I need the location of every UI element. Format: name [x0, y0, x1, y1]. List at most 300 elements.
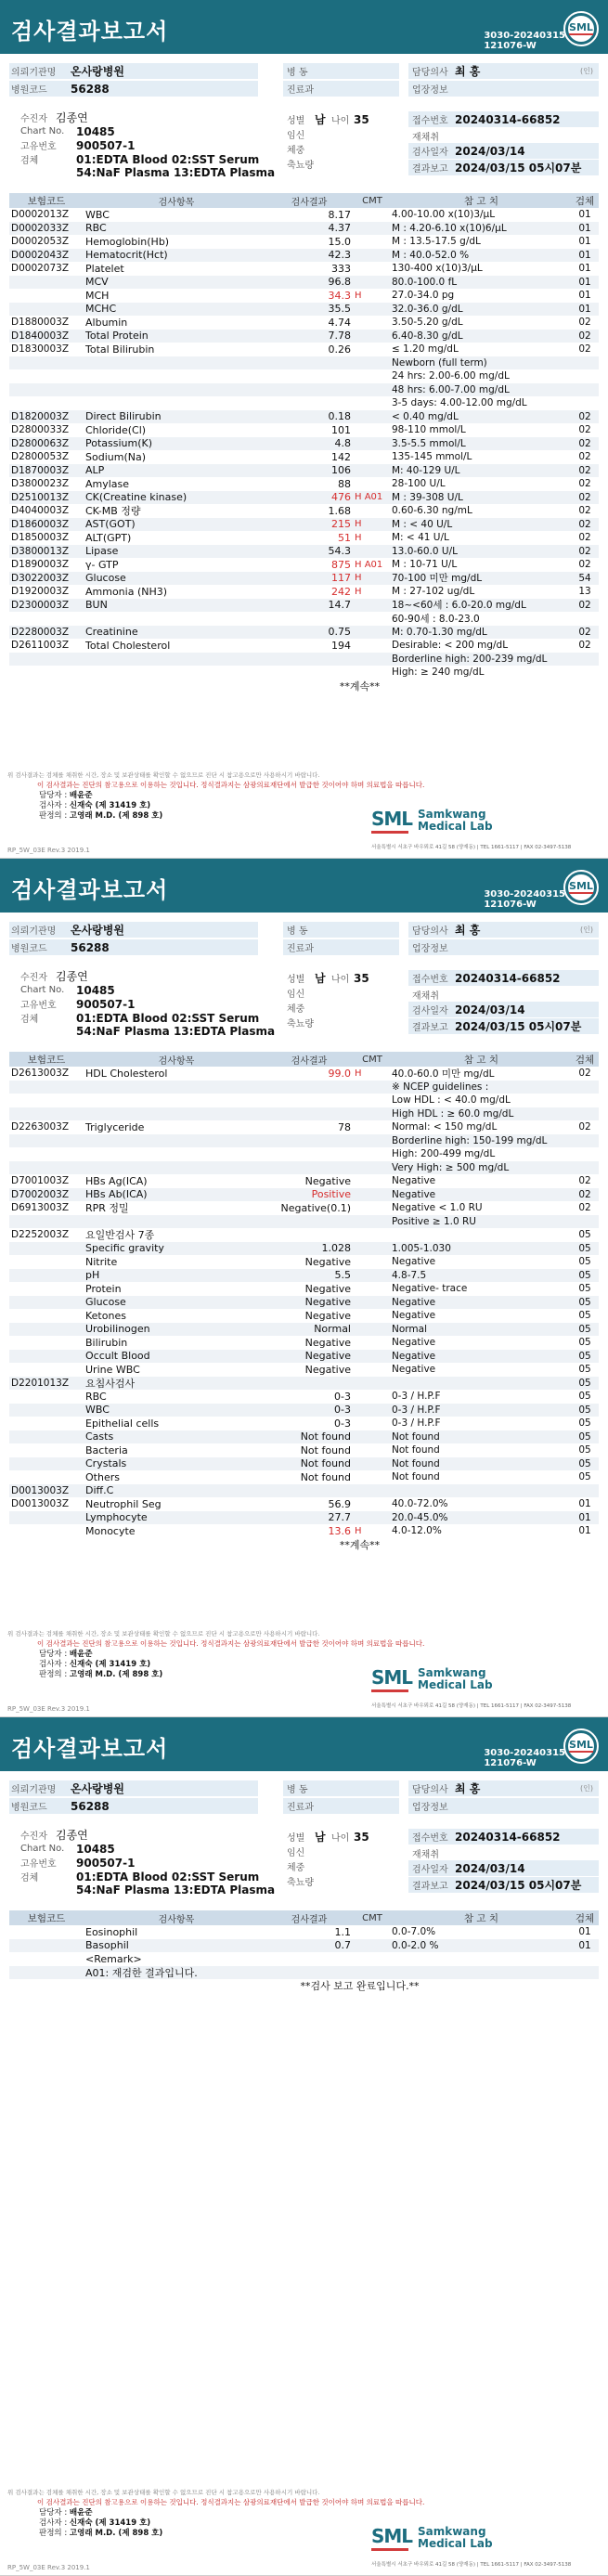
test-name: Urine WBC [85, 1363, 140, 1376]
test-name: Total Protein [85, 330, 149, 343]
table-row [9, 464, 599, 478]
insurance-code: D2800053Z [11, 451, 70, 463]
specimen-code: 01 [578, 1525, 591, 1537]
reference-range: 4.00-10.00 x(10)3/μL [392, 209, 496, 221]
specimen-code: 02 [578, 559, 591, 571]
test-result: 15.0 [328, 235, 351, 248]
table-row [9, 1309, 599, 1323]
id-number: 900507-1 [76, 1856, 136, 1870]
reference-range: 0.60-6.30 ng/mL [392, 505, 472, 517]
insurance-code: D0013003Z [11, 1484, 70, 1496]
specimen-code: 02 [578, 1175, 591, 1187]
test-result: Not found [300, 1470, 351, 1483]
test-name: Hematocrit(Hct) [85, 249, 168, 262]
table-row [9, 1363, 599, 1377]
table-row [9, 410, 599, 424]
receipt-row: 접수번호 20240314-66852 [408, 970, 599, 986]
hospital-name: 온사랑병원 [71, 65, 124, 78]
hospital-code-row: 병원코드 56288 [9, 939, 258, 955]
table-row [9, 437, 599, 451]
receipt-row: 접수번호 20240314-66852 [408, 1829, 599, 1845]
insurance-code: D3022003Z [11, 572, 70, 584]
specimen-code: 01 [578, 303, 591, 315]
test-name: Monocyte [85, 1524, 136, 1537]
table-row [9, 289, 599, 303]
test-result: Not found [300, 1430, 351, 1443]
test-result: 106 [331, 464, 351, 477]
patient-name: 김종연 [56, 1829, 88, 1842]
hospital-code: 56288 [71, 940, 110, 954]
test-name: γ- GTP [85, 558, 119, 571]
test-name: Glucose [85, 1296, 126, 1309]
test-name: Amylase [85, 477, 130, 490]
insurance-code: D0013003Z [11, 1498, 70, 1510]
receipt-row: 접수번호 20240314-66852 [408, 111, 599, 127]
table-row [9, 639, 599, 653]
test-name: HBs Ab(ICA) [85, 1188, 148, 1201]
ward-row: 병 동 [283, 63, 399, 79]
test-result: 0.75 [328, 626, 351, 639]
id-row: 고유번호 900507-1 [20, 138, 136, 152]
patient-info [0, 54, 608, 191]
dept-row: 진료과 [283, 1798, 399, 1814]
reference-range: M : 13.5-17.5 g/dL [392, 236, 481, 248]
reference-range: Negative [392, 1364, 436, 1376]
insurance-code: D0002073Z [11, 263, 70, 275]
continuation-marker: **검사 보고 완료입니다.** [300, 1980, 420, 1992]
table-row [9, 1147, 599, 1161]
form-id: RP_5W_03E Rev.3 2019.1 [7, 847, 90, 854]
doctor-row: 담당의사 최 홍 (인) [408, 922, 599, 938]
test-result: 4.37 [328, 222, 351, 235]
resample-row: 재채취 [412, 991, 439, 1002]
hospital-name: 온사랑병원 [71, 1782, 124, 1795]
table-row [9, 1336, 599, 1350]
reference-range: 0.0-7.0% [392, 1926, 436, 1938]
footer-warning: 이 검사결과는 진단의 참고용으로 이용하는 것입니다. 정식결과지는 삼광의료재단에서 발급한 것이어야 하며 의료법을 따릅니다. [37, 2498, 425, 2506]
hospital-row: 의뢰기관명 온사랑병원 [9, 1780, 258, 1796]
lab-address: 서울특별시 서초구 바우뫼로 41길 58 (양재동) | TEL 1661-5117 | FAX 02-3497-5138 [371, 845, 572, 850]
chart-row: Chart No. 10485 [20, 124, 115, 138]
table-header: 보험코드 검사항목 검사결과 CMT 참 고 치 검체 [9, 1052, 599, 1067]
report-date: 2024/03/15 05시07분 [455, 1020, 582, 1033]
specimen-code: 02 [578, 1121, 591, 1133]
reference-range: 0-3 / H.P.F [392, 1391, 441, 1403]
specimen-code: 02 [578, 599, 591, 611]
specimen-line2: 54:NaF Plasma 13:EDTA Plasma [76, 1024, 276, 1038]
test-name: ALT(GPT) [85, 531, 132, 544]
form-id: RP_5W_03E Rev.3 2019.1 [7, 1705, 90, 1713]
test-result: 51 [338, 531, 351, 544]
results-table [9, 1910, 599, 1994]
test-result: 0.18 [328, 410, 351, 423]
sml-logo-icon: SML [565, 872, 597, 903]
doctor-row: 담당의사 최 홍 (인) [408, 63, 599, 79]
test-result: Positive [311, 1188, 351, 1201]
report-date-row: 결과보고 2024/03/15 05시07분 [408, 160, 599, 175]
specimen-line1: 01:EDTA Blood 02:SST Serum [76, 1870, 260, 1883]
report-page [0, 859, 608, 1717]
reference-range: 3.50-5.20 g/dL [392, 317, 463, 329]
reference-range: Negative- trace [392, 1283, 468, 1295]
table-row [9, 208, 599, 222]
table-row [9, 249, 599, 263]
insurance-code: D2510013Z [11, 491, 70, 503]
insurance-code: D2201013Z [11, 1377, 70, 1389]
reference-range: 40.0-72.0% [392, 1498, 448, 1510]
specimen-code: 05 [578, 1444, 591, 1456]
table-row [9, 1081, 599, 1094]
specimen-code: 05 [578, 1430, 591, 1443]
test-result: 476 [331, 491, 351, 504]
specimen-code: 01 [578, 222, 591, 234]
urine-row: 축뇨량 [287, 1878, 314, 1888]
test-name: Chloride(Cl) [85, 423, 147, 436]
table-row [9, 612, 599, 626]
insurance-code: D1850003Z [11, 532, 70, 544]
report-footer [0, 1629, 608, 1717]
test-result: Not found [300, 1457, 351, 1470]
specimen-code: 05 [578, 1337, 591, 1349]
test-name: CK(Creatine kinase) [85, 491, 188, 504]
test-result: Negative [304, 1255, 351, 1268]
table-row [9, 1242, 599, 1256]
test-result: 4.74 [328, 316, 351, 329]
reference-range: Low HDL : < 40.0 mg/dL [392, 1094, 511, 1107]
reference-range: M : 10-71 U/L [392, 559, 458, 571]
test-name: Bacteria [85, 1443, 128, 1456]
report-banner [0, 1717, 608, 1771]
hospital-name: 온사랑병원 [71, 924, 124, 937]
specimen-code: 01 [578, 290, 591, 302]
test-result: Negative [304, 1309, 351, 1322]
test-name: Triglyceride [85, 1120, 145, 1133]
test-name: Total Bilirubin [85, 343, 155, 356]
test-result: 35.5 [328, 303, 351, 316]
sml-logo-icon: SML [565, 13, 597, 45]
specimen-code: 02 [578, 626, 591, 638]
test-name: Occult Blood [85, 1350, 150, 1363]
specimen-code: 02 [578, 532, 591, 544]
table-row [9, 1161, 599, 1175]
specimen-code: 05 [578, 1269, 591, 1281]
specimen-code: 02 [578, 464, 591, 476]
reference-range: Not found [392, 1471, 440, 1483]
specimen-code: 02 [578, 1188, 591, 1200]
test-name: AST(GOT) [85, 518, 136, 531]
reference-range: 70-100 미만 mg/dL [392, 573, 483, 585]
reference-range: Negative [392, 1310, 436, 1322]
result-flag: H A01 [355, 492, 383, 503]
specimen-code: 02 [578, 505, 591, 517]
signatures: 담당자 : 배윤준 검사자 : 신재숙 (제 31419 호) 판정의 : 고영래 M.D. (제 898 호) [39, 1650, 163, 1679]
table-row [9, 1497, 599, 1511]
specimen-code: 02 [578, 478, 591, 490]
table-row [9, 1282, 599, 1296]
test-name: 요침사검사 [85, 1377, 136, 1390]
test-result: Normal [314, 1323, 351, 1336]
specimen-code: 01 [578, 236, 591, 248]
test-name: Potassium(K) [85, 437, 153, 450]
reference-range: M : 27-102 ug/dL [392, 586, 475, 598]
signatures: 담당자 : 배윤준 검사자 : 신재숙 (제 31419 호) 판정의 : 고영래 M.D. (제 898 호) [39, 791, 163, 821]
hospital-code: 56288 [71, 82, 110, 96]
test-result: Negative [304, 1296, 351, 1309]
test-name: MCV [85, 276, 109, 289]
result-flag: H [355, 532, 362, 543]
specimen-code: 01 [578, 276, 591, 288]
footer-disclaimer: 위 검사결과는 검체를 채취한 시간, 장소 및 보관상태를 확인할 수 없으므로 진단 시 참고용으로만 사용하시기 바랍니다. [7, 771, 320, 779]
document-number: 3030-20240315 121076-W [484, 889, 565, 910]
reference-range: Newborn (full term) [392, 356, 487, 369]
reference-range: ※ NCEP guidelines : [392, 1081, 489, 1093]
reference-range: M: 40-129 U/L [392, 464, 460, 476]
test-date: 2024/03/14 [455, 144, 525, 158]
footer-disclaimer: 위 검사결과는 검체를 채취한 시간, 장소 및 보관상태를 확인할 수 없으므로 진단 시 참고용으로만 사용하시기 바랍니다. [7, 2489, 320, 2496]
reference-range: ≤ 1.20 mg/dL [392, 343, 459, 356]
name-row: 수진자 김종연 [20, 111, 88, 124]
test-name: Ammonia (NH3) [85, 585, 168, 598]
test-result: 27.7 [328, 1511, 351, 1524]
reference-range: Borderline high: 200-239 mg/dL [392, 653, 548, 665]
specimen-code: 05 [578, 1404, 591, 1416]
test-result: 54.3 [328, 545, 351, 558]
weight-row: 체중 [287, 146, 305, 156]
id-number: 900507-1 [76, 997, 136, 1011]
test-name: Others [85, 1470, 120, 1483]
table-row [9, 1925, 599, 1939]
test-result: 42.3 [328, 249, 351, 262]
reference-range: High: 200-499 mg/dL [392, 1148, 496, 1160]
report-page [0, 0, 608, 859]
specimen-code: 02 [578, 410, 591, 422]
sex-age-row: 성별 남 나이 35 [287, 112, 369, 126]
test-name: <Remark> [85, 1952, 142, 1965]
patient-info [0, 1771, 608, 1909]
table-row [9, 1377, 599, 1391]
table-row [9, 1430, 599, 1444]
chart-number: 10485 [76, 983, 115, 997]
test-name: Epithelial cells [85, 1417, 160, 1430]
table-row [9, 1966, 599, 1980]
test-name: ALP [85, 464, 105, 477]
test-result: 99.0 [328, 1067, 351, 1080]
test-result: 215 [331, 518, 351, 531]
footer-warning: 이 검사결과는 진단의 참고용으로 이용하는 것입니다. 정식결과지는 삼광의료재단에서 발급한 것이어야 하며 의료법을 따릅니다. [37, 781, 425, 789]
reference-range: 135-145 mmol/L [392, 451, 472, 463]
table-row [9, 558, 599, 572]
test-name: RBC [85, 1390, 107, 1403]
insurance-code: D1860003Z [11, 518, 70, 530]
document-number: 3030-20240315 121076-W [484, 31, 565, 51]
lab-address: 서울특별시 서초구 바우뫼로 41길 58 (양재동) | TEL 1661-5117 | FAX 02-3497-5138 [371, 2562, 572, 2568]
report-footer [0, 770, 608, 859]
specimen-line1: 01:EDTA Blood 02:SST Serum [76, 152, 260, 166]
test-result: 142 [331, 450, 351, 463]
insurance-code: D0002033Z [11, 222, 70, 234]
test-result: 1.68 [328, 504, 351, 517]
sex-age-row: 성별 남 나이 35 [287, 971, 369, 985]
reference-range: 27.0-34.0 pg [392, 290, 455, 302]
result-flag: H A01 [355, 559, 383, 570]
form-id: RP_5W_03E Rev.3 2019.1 [7, 2564, 90, 2571]
test-name: Nitrite [85, 1255, 118, 1268]
table-header: 보험코드 검사항목 검사결과 CMT 참 고 치 검체 [9, 193, 599, 208]
results-table [9, 193, 599, 694]
resample-row: 재채취 [412, 1850, 439, 1860]
report-date-row: 결과보고 2024/03/15 05시07분 [408, 1877, 599, 1893]
test-name: Lipase [85, 545, 119, 558]
table-row [9, 1470, 599, 1484]
test-name: Platelet [85, 262, 124, 275]
specimen-code: 05 [578, 1457, 591, 1469]
table-row [9, 1457, 599, 1471]
test-result: 4.8 [334, 437, 351, 450]
reference-range: High HDL : ≥ 60.0 mg/dL [392, 1107, 514, 1120]
specimen-code: 02 [578, 1202, 591, 1214]
insurance-code: D7001003Z [11, 1175, 70, 1187]
id-number: 900507-1 [76, 138, 136, 152]
reference-range: Borderline high: 150-199 mg/dL [392, 1134, 548, 1146]
table-row [9, 531, 599, 545]
report-banner [0, 0, 608, 54]
test-date-row: 검사일자 2024/03/14 [408, 1860, 599, 1876]
report-date-row: 결과보고 2024/03/15 05시07분 [408, 1018, 599, 1034]
test-name: pH [85, 1269, 100, 1282]
specimen-code: 05 [578, 1364, 591, 1376]
test-result: 5.5 [334, 1269, 351, 1282]
test-name: RPR 정밀 [85, 1202, 129, 1215]
test-name: Glucose [85, 572, 126, 585]
test-name: MCH [85, 289, 110, 302]
reference-range: 40.0-60.0 미만 mg/dL [392, 1068, 495, 1080]
test-result: 8.17 [328, 208, 351, 221]
specimen-code: 02 [578, 451, 591, 463]
specimen-code: 02 [578, 545, 591, 557]
table-row [9, 383, 599, 397]
document-number: 3030-20240315 121076-W [484, 1748, 565, 1768]
pregnancy-row: 임신 [287, 131, 305, 141]
footer-disclaimer: 위 검사결과는 검체를 채취한 시간, 장소 및 보관상태를 확인할 수 없으므로 진단 시 참고용으로만 사용하시기 바랍니다. [7, 1630, 320, 1638]
reference-range: Negative [392, 1350, 436, 1362]
test-name: Lymphocyte [85, 1511, 148, 1524]
test-name: WBC [85, 1404, 110, 1417]
report-title: 검사결과보고서 [11, 19, 169, 45]
insurance-code: D2800033Z [11, 424, 70, 436]
reference-range: 4.8-7.5 [392, 1269, 427, 1281]
specimen-row: 검체 01:EDTA Blood 02:SST Serum [20, 1870, 260, 1883]
result-flag: H [355, 1525, 362, 1536]
reference-range: Not found [392, 1430, 440, 1443]
sex-age-row: 성별 남 나이 35 [287, 1830, 369, 1844]
samkwang-logo-icon: SML Samkwang Medical Lab [371, 808, 493, 833]
reference-range: 6.40-8.30 g/dL [392, 330, 463, 342]
reference-range: 48 hrs: 6.00-7.00 mg/dL [392, 383, 510, 395]
insurance-code: D1840003Z [11, 330, 70, 342]
specimen-code: 05 [578, 1256, 591, 1268]
table-row [9, 585, 599, 599]
signatures: 담당자 : 배윤준 검사자 : 신재숙 (제 31419 호) 판정의 : 고영래 M.D. (제 898 호) [39, 2508, 163, 2538]
doctor-name: 최 홍 [455, 1782, 481, 1795]
insurance-code: D1890003Z [11, 559, 70, 571]
specimen-code: 05 [578, 1229, 591, 1241]
test-result: 88 [338, 477, 351, 490]
specimen-code: 01 [578, 1939, 591, 1951]
test-name: Protein [85, 1282, 122, 1295]
table-row [9, 653, 599, 667]
footer-warning: 이 검사결과는 진단의 참고용으로 이용하는 것입니다. 정식결과지는 삼광의료재단에서 발급한 것이어야 하며 의료법을 따릅니다. [37, 1639, 425, 1648]
test-result: 0-3 [334, 1390, 351, 1403]
resample-row: 재채취 [412, 133, 439, 143]
specimen-code: 05 [578, 1391, 591, 1403]
table-row [9, 262, 599, 276]
table-row [9, 1215, 599, 1229]
reference-range: Normal [392, 1323, 427, 1335]
reference-range: M : < 40 U/L [392, 518, 453, 530]
test-date: 2024/03/14 [455, 1861, 525, 1875]
test-result: 1.028 [321, 1242, 351, 1255]
report-footer [0, 2488, 608, 2576]
reference-range: 28-100 U/L [392, 478, 446, 490]
reference-range: M: < 41 U/L [392, 532, 449, 544]
reference-range: Negative [392, 1337, 436, 1349]
reference-range: 13.0-60.0 U/L [392, 545, 458, 557]
table-header: 보험코드 검사항목 검사결과 CMT 참 고 치 검체 [9, 1910, 599, 1925]
specimen-row: 검체 01:EDTA Blood 02:SST Serum [20, 1011, 260, 1025]
reference-range: 18~<60세 : 6.0-20.0 mg/dL [392, 600, 526, 612]
insurance-code: D2613003Z [11, 1068, 70, 1080]
reference-range: Negative [392, 1175, 436, 1187]
test-name: Sodium(Na) [85, 450, 146, 463]
table-row [9, 1094, 599, 1107]
dept-row: 진료과 [283, 939, 399, 955]
test-result: Negative [304, 1350, 351, 1363]
reference-range: Normal: < 150 mg/dL [392, 1121, 498, 1133]
specimen-code: 54 [578, 572, 591, 584]
specimen-code: 05 [578, 1377, 591, 1389]
test-result: Negative [304, 1282, 351, 1295]
test-result: 14.7 [328, 599, 351, 612]
specimen-row-2 [76, 1882, 299, 1897]
reference-range: 0-3 / H.P.F [392, 1404, 441, 1416]
test-result: 1.1 [334, 1925, 351, 1938]
test-result: 0.7 [334, 1939, 351, 1952]
reference-range: 4.0-12.0% [392, 1525, 442, 1537]
table-row [9, 491, 599, 505]
sml-logo-icon: SML [565, 1730, 597, 1762]
test-date: 2024/03/14 [455, 1003, 525, 1016]
test-name: A01: 재검한 결과입니다. [85, 1966, 198, 1979]
chart-number: 10485 [76, 1842, 115, 1856]
reference-range: 80.0-100.0 fL [392, 276, 458, 288]
table-row [9, 276, 599, 290]
specimen-code: 05 [578, 1323, 591, 1335]
test-result: 117 [331, 572, 351, 585]
patient-info [0, 913, 608, 1050]
test-name: Hemoglobin(Hb) [85, 235, 170, 248]
reference-range: 0-3 / H.P.F [392, 1417, 441, 1430]
reference-range: < 0.40 mg/dL [392, 410, 459, 422]
table-row [9, 303, 599, 317]
hospital-row: 의뢰기관명 온사랑병원 [9, 63, 258, 79]
table-row [9, 1350, 599, 1364]
test-name: Diff.C [85, 1484, 114, 1497]
table-row [9, 1255, 599, 1269]
table-row [9, 396, 599, 410]
insurance-code: D2611003Z [11, 640, 70, 652]
insurance-code: D7002003Z [11, 1188, 70, 1200]
test-date-row: 검사일자 2024/03/14 [408, 143, 599, 159]
